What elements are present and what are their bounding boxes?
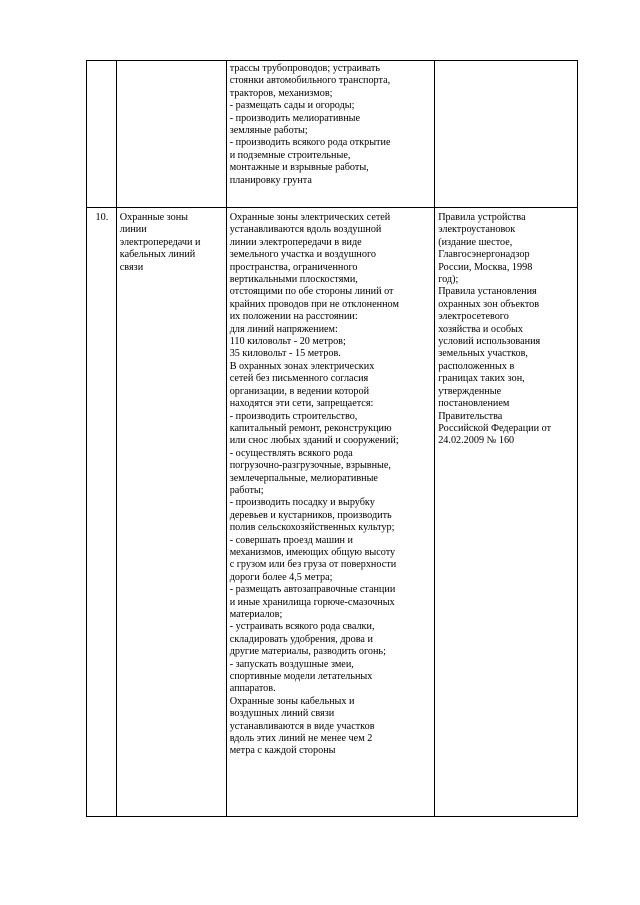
zone-description-cell: трассы трубопроводов; устраивать стоянки автомобильного транспорта, тракторов, механизмов; - размещать сады и огороды; - производить мелиоративные земляные работы; - производить всякого рода открытие и подземные строительные, монтажные и взрывные работы, планировку грунта [226, 61, 435, 208]
table-row [87, 61, 578, 208]
zone-name-cell [116, 61, 226, 208]
regulation-reference-cell: Правила устройства электроустановок (издание шестое, Главгосэнергонадзор России, Москва, 1998 год); Правила установления охранных зон объектов электросетевого хозяйства и особых условий использования земельных участков, расположенных в границах таких зон, утвержденные постановлением Правительства Российской Федерации от 24.02.2009 № 160 [435, 208, 578, 817]
zone-description-cell: Охранные зоны электрических сетей устанавливаются вдоль воздушной линии электропередачи в виде земельного участка и воздушного пространства, ограниченного вертикальными плоскостями, отстоящими по обе стороны линий от крайних проводов при не отклоненном их положении на расстоянии: для линий напряжением: 110 киловольт - 20 метров; 35 киловольт - 15 метров. В охранных зонах электрических сетей без письменного согласия организации, в ведении которой находятся эти сети, запрещается: - производить строительство, капитальный ремонт, реконструкцию или снос любых зданий и сооружений; - осуществлять всякого рода погрузочно-разгрузочные, взрывные, землечерпальные, мелиоративные работы; - производить посадку и вырубку деревьев и кустарников, производить полив сельскохозяйственных культур; - совершать проезд машин и механизмов, имеющих общую высоту с грузом или без груза от поверхности дороги более 4,5 метра; - размещать автозаправочные станции и иные хранилища горюче-смазочных материалов; - устраивать всякого рода свалки, складировать удобрения, дрова и другие материалы, разводить огонь; - запускать воздушные змеи, спортивные модели летательных аппаратов. Охранные зоны кабельных и воздушных линий связи устанавливаются в виде участков вдоль этих линий не менее чем 2 метра с каждой стороны [226, 208, 435, 817]
table-row [87, 208, 578, 817]
row-number-cell [87, 61, 117, 208]
row-number-cell: 10. [87, 208, 117, 817]
zone-name-cell: Охранные зоны линии электропередачи и кабельных линий связи [116, 208, 226, 817]
zones-table [86, 60, 578, 817]
regulation-reference-cell [435, 61, 578, 208]
